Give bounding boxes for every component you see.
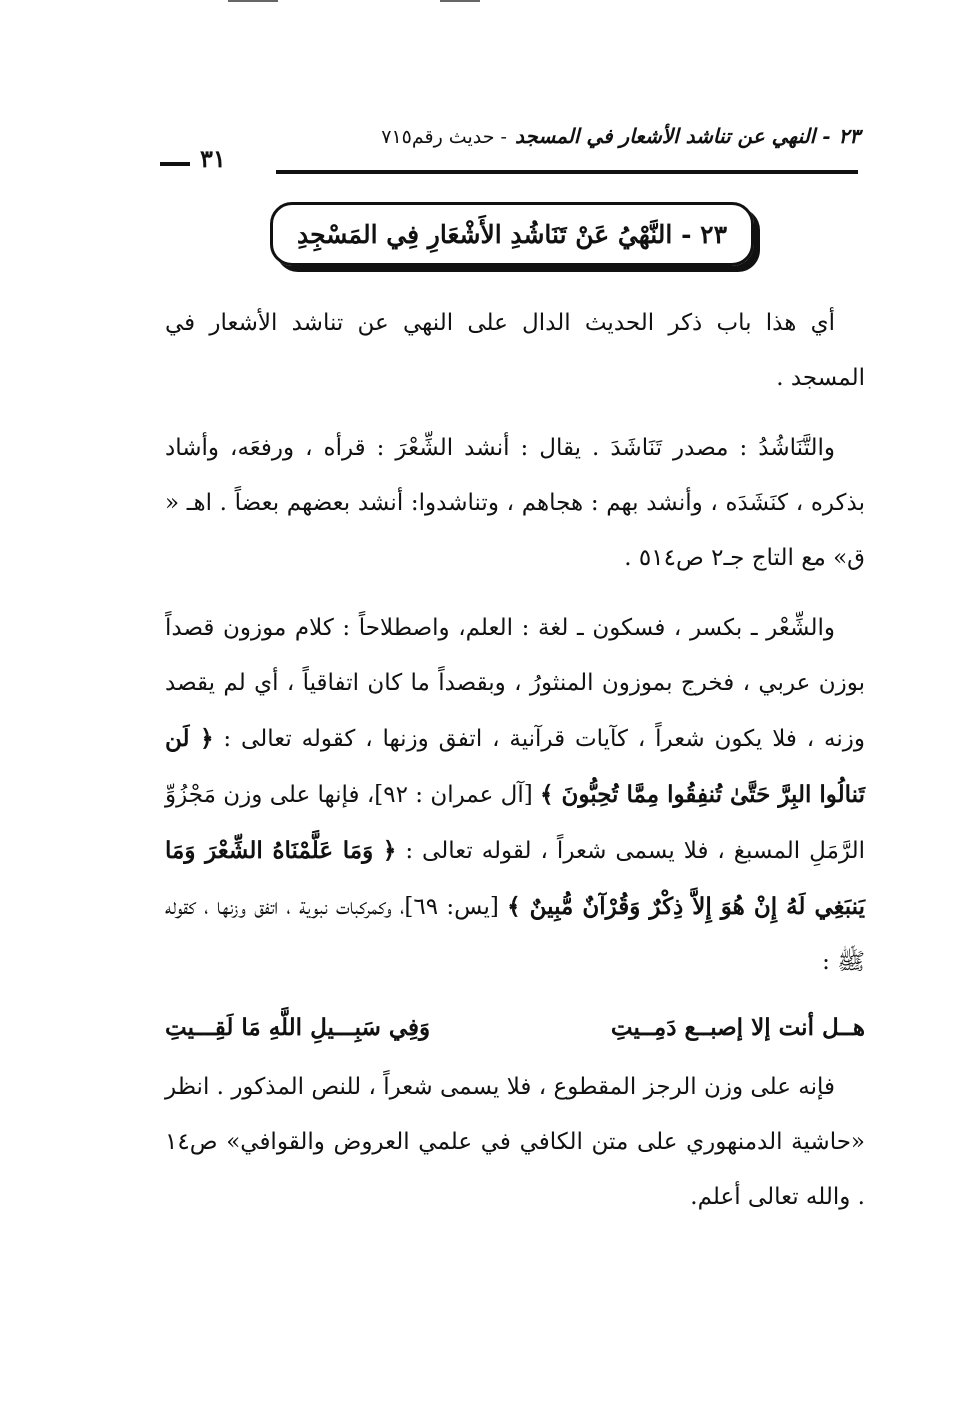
- page-number: ٣١: [200, 144, 226, 173]
- poem-second-hemistich: وَفِي سَبِـــيلِ اللَّهِ مَا لَقِـــيتِ: [165, 1014, 431, 1041]
- chapter-title-box: [270, 202, 754, 266]
- hadith-reference: - حديث رقم٧١٥: [381, 126, 507, 148]
- paragraph-conclusion: فإنه على وزن الرجز المقطوع ، فلا يسمى شعراً ، للنص المذكور . انظر «حاشية الدمنهوري على متن الكافي في علمي العروض والقوافي» ص١٤ . والله تعالى أعلم.: [165, 1074, 865, 1210]
- scan-mark: [228, 0, 278, 2]
- paragraph-poetry-part-c: [يس: ٦٩]، وكمركبات نبوية ، اتفق وزنها ، كقوله ﷺ :: [165, 894, 865, 975]
- scan-mark: [440, 0, 480, 2]
- header-text: [381, 124, 860, 148]
- paragraph-intro: أي هذا باب ذكر الحديث الدال على النهي عن تناشد الأشعار في المسجد .: [165, 310, 865, 391]
- paragraph-poetry-part-a: والشِّعْر ـ بكسر ، فسكون ـ لغة : العلم، واصطلاحاً : كلام موزون قصداً بوزن عربي ، فخرج بموزون المنثورُ ، وبقصداً ما كان اتفاقياً ، أي لم يقصد وزنه ، فلا يكون شعراً ، كآيات قرآنية ، اتفق وزنها ، كقوله تعالى :: [165, 615, 866, 752]
- poem-first-hemistich: هــل أنت إلا إصبــع دَمِــيتِ: [610, 1014, 865, 1041]
- paragraph-poetry: [165, 601, 865, 990]
- quran-verse-2: ﴿ وَمَا عَلَّمْنَاهُ الشِّعْرَ وَمَا يَنبَغِي لَهُ إِنْ هُوَ إِلاَّ ذِكْرٌ وَقُرْآنٌ مُّبِينٌ ﴾: [165, 837, 865, 920]
- page-number-dash: [160, 162, 190, 166]
- chapter-heading: ٢٣ - النَّهْيُ عَنْ تَنَاشُدِ الأَشْعَارِ فِي المَسْجِدِ: [296, 219, 728, 249]
- poem-verse: [165, 998, 865, 1058]
- main-text: [165, 296, 865, 1225]
- paragraph-definition: والتَّنَاشُدُ : مصدر تَنَاشَدَ . يقال : أنشد الشِّعْرَ : قرأه ، ورفعَه، وأشاد بذكره ، كنَشَدَه ، وأنشد بهم : هجاهم ، وتناشدوا: أنشد بعضهم بعضاً . اهـ « ق» مع التاج جـ٢ ص٥١٤ .: [165, 435, 865, 571]
- chapter-title: - النهي عن تناشد الأشعار في المسجد: [514, 124, 831, 148]
- header-rule: [276, 170, 858, 174]
- chapter-number: ٢٣: [838, 124, 860, 148]
- quran-verse-1: ﴿ لَن تَنالُوا البِرَّ حَتَّىٰ تُنفِقُوا مِمَّا تُحِبُّونَ ﴾: [165, 725, 865, 808]
- paragraph-poetry-part-b: [آل عمران : ٩٢]، فإنها على وزن مَجْزُوِّ الرَّمَلِ المسبغ ، فلا يسمى شعراً ، لقوله تعالى :: [165, 782, 865, 864]
- running-header: [160, 124, 860, 180]
